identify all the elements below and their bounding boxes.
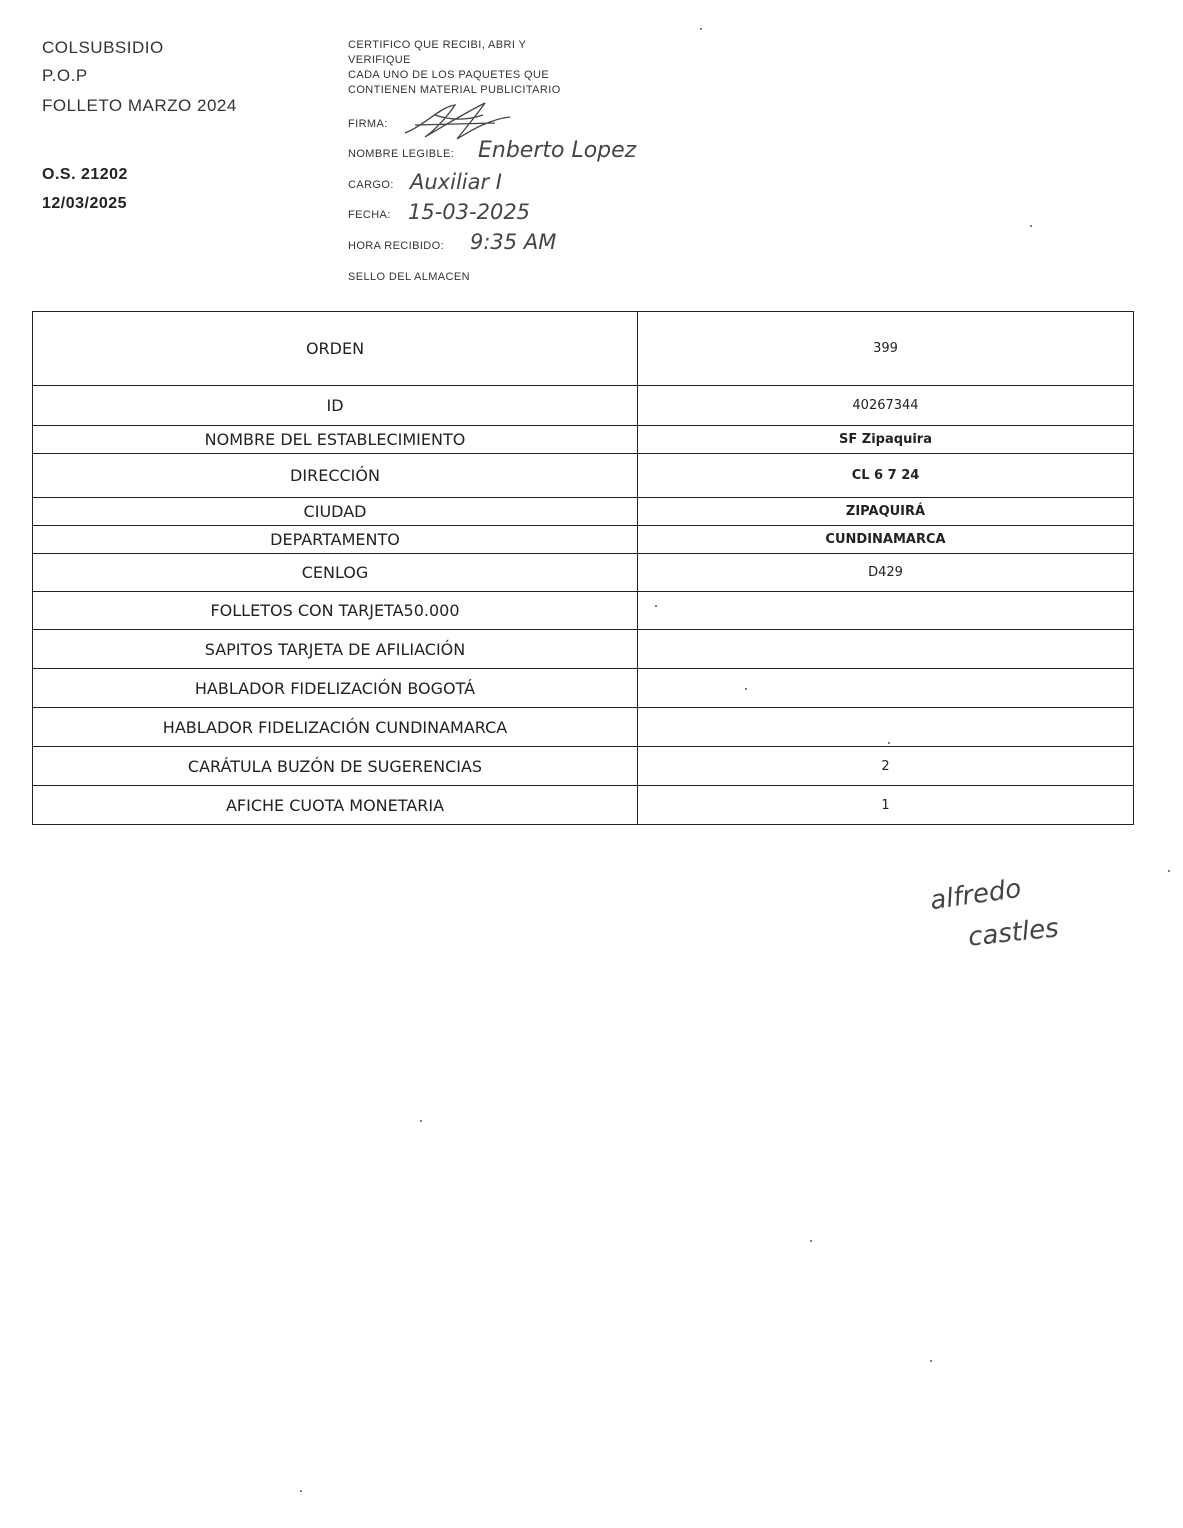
row-label: DEPARTAMENTO [33,526,638,554]
document-date: 12/03/2025 [42,195,128,212]
row-value: 40267344 [638,386,1134,426]
table-row [33,386,1134,426]
cargo-label: CARGO: [348,179,394,191]
row-value: SF Zipaquira [638,426,1134,454]
cert-line-4: CONTIENEN MATERIAL PUBLICITARIO [348,84,561,96]
scan-speck [300,1490,302,1492]
fecha-label: FECHA: [348,209,391,221]
table-row [33,426,1134,454]
row-label: AFICHE CUOTA MONETARIA [33,786,638,825]
row-label: ORDEN [33,312,638,386]
table-row [33,708,1134,747]
table-row [33,454,1134,498]
folleto-title: FOLLETO MARZO 2024 [42,96,237,115]
handwritten-note-line2: castles [966,913,1061,953]
row-label: CENLOG [33,554,638,592]
fecha-value: 15-03-2025 [408,200,531,224]
sello-label: SELLO DEL ALMACEN [348,271,470,283]
row-value [638,708,1134,747]
row-label: DIRECCIÓN [33,454,638,498]
row-label: CARÁTULA BUZÓN DE SUGERENCIAS [33,747,638,786]
nombre-label: NOMBRE LEGIBLE: [348,148,455,160]
row-value: 2 [638,747,1134,786]
scan-speck [1168,870,1170,872]
row-label: NOMBRE DEL ESTABLECIMIENTO [33,426,638,454]
scan-speck [655,605,657,607]
table-row [33,498,1134,526]
row-label: SAPITOS TARJETA DE AFILIACIÓN [33,630,638,669]
service-order: O.S. 21202 [42,166,128,183]
row-value [638,592,1134,630]
row-value [638,669,1134,708]
row-value: D429 [638,554,1134,592]
handwritten-note-line1: alfredo [928,873,1024,917]
cert-line-3: CADA UNO DE LOS PAQUETES QUE [348,69,550,81]
pop-label: P.O.P [42,66,88,85]
scan-speck [930,1360,932,1362]
row-label: HABLADOR FIDELIZACIÓN BOGOTÁ [33,669,638,708]
row-value: 1 [638,786,1134,825]
scan-speck [420,1120,422,1122]
table-row [33,312,1134,386]
hora-value: 9:35 AM [470,230,557,254]
row-value: CL 6 7 24 [638,454,1134,498]
nombre-value: Enberto Lopez [478,138,637,163]
row-label: HABLADOR FIDELIZACIÓN CUNDINAMARCA [33,708,638,747]
row-label: FOLLETOS CON TARJETA50.000 [33,592,638,630]
row-label: ID [33,386,638,426]
scan-speck [1030,225,1032,227]
row-value: 399 [638,312,1134,386]
table-row [33,554,1134,592]
scan-speck [888,742,890,744]
row-value [638,630,1134,669]
table-row [33,526,1134,554]
delivery-table [32,311,1134,825]
table-row [33,669,1134,708]
cert-line-2: VERIFIQUE [348,54,411,66]
table-row [33,630,1134,669]
row-value: ZIPAQUIRÁ [638,498,1134,526]
cargo-value: Auxiliar I [410,170,502,194]
table-row [33,592,1134,630]
company-name: COLSUBSIDIO [42,38,164,57]
row-value: CUNDINAMARCA [638,526,1134,554]
firma-label: FIRMA: [348,118,388,130]
scan-speck [810,1240,812,1242]
table-row [33,747,1134,786]
hora-label: HORA RECIBIDO: [348,240,445,252]
certification-text [348,38,561,98]
row-label: CIUDAD [33,498,638,526]
table-row [33,786,1134,825]
scan-speck [700,28,702,30]
cert-line-1: CERTIFICO QUE RECIBI, ABRI Y [348,39,527,51]
scan-speck [745,688,747,690]
